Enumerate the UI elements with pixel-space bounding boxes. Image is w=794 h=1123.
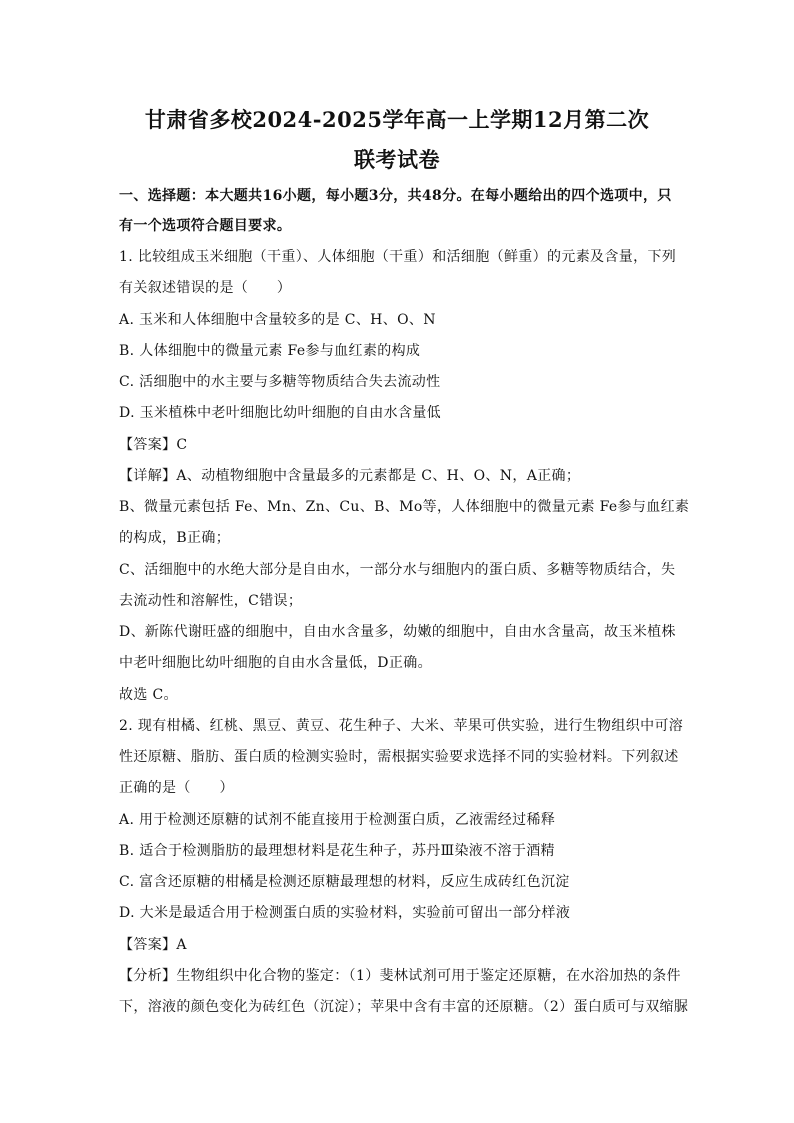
q1-explanation-d-cont: 中老叶细胞比幼叶细胞的自由水含量低，D正确。 [119, 655, 432, 671]
q1-option-b: B. 人体细胞中的微量元素 Fe参与血红素的构成 [119, 343, 421, 359]
section-heading-cont: 有一个选项符合题目要求。 [119, 218, 292, 234]
q1-conclusion: 故选 C。 [119, 687, 178, 703]
q1-explanation-d: D、新陈代谢旺盛的细胞中，自由水含量多，幼嫩的细胞中，自由水含量高，故玉米植株 [119, 624, 676, 640]
q2-stem: 2. 现有柑橘、红桃、黑豆、黄豆、花生种子、大米、苹果可供实验，进行生物组织中可溶 [119, 718, 684, 734]
q1-stem: 1. 比较组成玉米细胞（干重）、人体细胞（干重）和活细胞（鲜重）的元素及含量，下列 [119, 249, 677, 265]
q1-answer: 【答案】C [119, 437, 188, 453]
q2-stem-cont-2: 正确的是（ ） [119, 780, 234, 796]
q1-explanation-b: B、微量元素包括 Fe、Mn、Zn、Cu、B、Mo等，人体细胞中的微量元素 Fe参与血红素 [119, 499, 690, 515]
q1-option-a: A. 玉米和人体细胞中含量较多的是 C、H、O、N [119, 312, 436, 328]
q1-option-d: D. 玉米植株中老叶细胞比幼叶细胞的自由水含量低 [119, 405, 442, 421]
section-heading: 一、选择题：本大题共16小题，每小题3分，共48分。在每小题给出的四个选项中，只 [119, 188, 672, 204]
q1-option-c: C. 活细胞中的水主要与多糖等物质结合失去流动性 [119, 374, 441, 390]
q1-explanation-c-cont: 去流动性和溶解性，C错误； [119, 593, 303, 609]
q2-analysis-cont: 下，溶液的颜色变化为砖红色（沉淀）；苹果中含有丰富的还原糖。（2）蛋白质可与双缩脲 [119, 999, 689, 1015]
q2-option-c: C. 富含还原糖的柑橘是检测还原糖最理想的材料，反应生成砖红色沉淀 [119, 874, 570, 890]
q1-stem-cont: 有关叙述错误的是（ ） [119, 280, 292, 296]
q1-explanation-b-cont: 的构成，B正确； [119, 530, 231, 546]
q2-option-d: D. 大米是最适合用于检测蛋白质的实验材料，实验前可留出一部分样液 [119, 905, 571, 921]
q1-explanation-a: 【详解】A、动植物细胞中含量最多的元素都是 C、H、O、N，A正确； [119, 468, 581, 484]
q2-option-a: A. 用于检测还原糖的试剂不能直接用于检测蛋白质，乙液需经过稀释 [119, 812, 556, 828]
document-title-line-2: 联考试卷 [354, 147, 440, 172]
q2-answer: 【答案】A [119, 937, 187, 953]
q1-explanation-c: C、活细胞中的水绝大部分是自由水，一部分水与细胞内的蛋白质、多糖等物质结合，失 [119, 562, 676, 578]
q2-stem-cont-1: 性还原糖、脂肪、蛋白质的检测实验时，需根据实验要求选择不同的实验材料。下列叙述 [119, 749, 679, 765]
q2-option-b: B. 适合于检测脂肪的最理想材料是花生种子，苏丹Ⅲ染液不溶于酒精 [119, 843, 555, 859]
q2-analysis: 【分析】生物组织中化合物的鉴定：（1）斐林试剂可用于鉴定还原糖，在水浴加热的条件 [119, 968, 681, 984]
document-title-line-1: 甘肃省多校2024-2025学年高一上学期12月第二次 [144, 107, 650, 132]
